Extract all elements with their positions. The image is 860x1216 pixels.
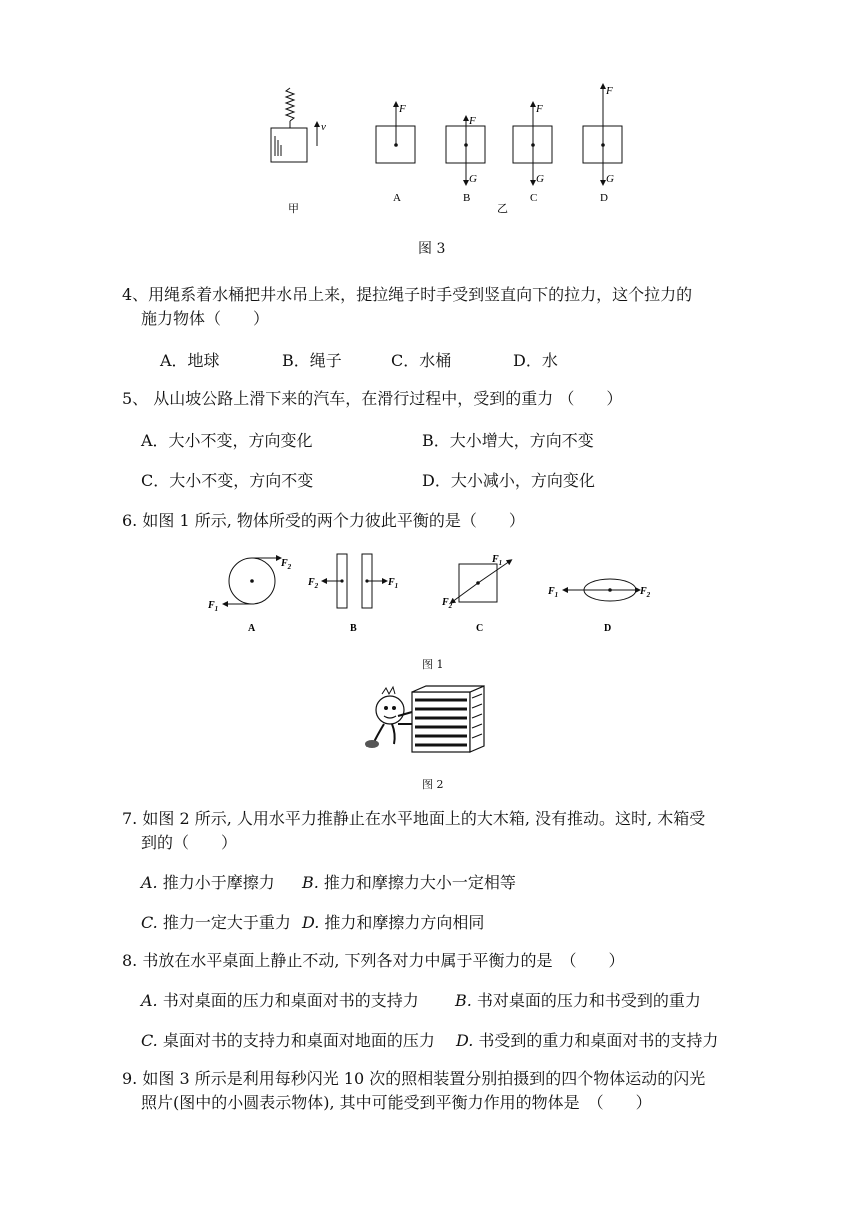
fig3-jia-bucket [271, 88, 307, 162]
fig1-c-f2-label: $F_2$ [442, 597, 453, 610]
fig3-a-f-label: F [399, 103, 406, 115]
fig1-caption: 图 1 [422, 658, 444, 671]
q8-option-a: A. 书对桌面的压力和桌面对书的支持力 [141, 991, 419, 1010]
fig2-caption: 图 2 [422, 778, 444, 791]
fig1-option-d: D [604, 623, 612, 634]
q4-stem-line1: 4、用绳系着水桶把井水吊上来，提拉绳子时手受到竖直向下的拉力，这个拉力的 [122, 285, 693, 304]
fig1-option-a: A [248, 623, 256, 634]
fig3-c-f-label: F [536, 103, 543, 115]
fig1-option-a-diagram [225, 558, 279, 604]
fig3-d-g-label: G [606, 173, 614, 185]
q7-option-a: A. 推力小于摩擦力 [141, 873, 275, 892]
q4-option-a: A．地球 [160, 351, 220, 370]
fig1-c-f1-label: $F_1$ [492, 554, 503, 567]
q7-option-d: D. 推力和摩擦力方向相同 [302, 913, 485, 932]
fig1-a-f2-label: $F_2$ [281, 558, 292, 571]
fig1-d-f1-label: $F_1$ [548, 586, 559, 599]
q7-option-c: C. 推力一定大于重力 [141, 913, 291, 932]
fig1-b-f2-label: $F_2$ [308, 577, 319, 590]
q8-stem: 8. 书放在水平桌面上静止不动, 下列各对力中属于平衡力的是 （ ） [122, 951, 625, 970]
fig3-option-b: B [463, 192, 471, 204]
q5-option-c: C．大小不变，方向不变 [141, 471, 314, 490]
fig3-b-g-label: G [469, 173, 477, 185]
q5-option-a: A．大小不变，方向变化 [141, 431, 313, 450]
fig3-v-label: v [321, 121, 326, 133]
fig1-option-d-diagram [565, 579, 638, 601]
fig3-option-d: D [600, 192, 608, 204]
fig1-option-c: C [476, 623, 484, 634]
fig3-d-f-label: F [606, 85, 613, 97]
fig3-b-f-label: F [469, 115, 476, 127]
fig1-option-b-diagram [324, 554, 385, 608]
fig3-c-g-label: G [536, 173, 544, 185]
fig1-option-b: B [350, 623, 357, 634]
fig3-option-c: C [530, 192, 538, 204]
q4-option-c: C．水桶 [391, 351, 452, 370]
fig1-b-f1-label: $F_1$ [388, 577, 399, 590]
q7-stem-line1: 7. 如图 2 所示, 人用水平力推静止在水平地面上的大木箱, 没有推动。这时, 木箱受 [122, 809, 706, 828]
fig1-d-f2-label: $F_2$ [640, 586, 651, 599]
q8-option-c: C. 桌面对书的支持力和桌面对地面的压力 [141, 1031, 435, 1050]
q6-stem: 6. 如图 1 所示, 物体所受的两个力彼此平衡的是（ ） [122, 511, 525, 530]
q5-option-d: D．大小减小，方向变化 [422, 471, 595, 490]
fig3-jia-label: 甲 [288, 203, 299, 215]
fig3-yi-label: 乙 [497, 203, 508, 215]
q5-stem: 5、 从山坡公路上滑下来的汽车，在滑行过程中，受到的重力 （ ） [122, 389, 623, 408]
q4-stem-line2: 施力物体（ ） [141, 309, 270, 328]
q7-option-b: B. 推力和摩擦力大小一定相等 [302, 873, 516, 892]
fig1-option-c-diagram [452, 561, 510, 602]
fig2-person [365, 687, 412, 748]
q7-stem-line2: 到的（ ） [141, 833, 238, 852]
fig3-option-a: A [393, 192, 401, 204]
figure-1 [0, 540, 860, 640]
q4-option-d: D．水 [513, 351, 558, 370]
q9-stem-line2: 照片(图中的小圆表示物体), 其中可能受到平衡力作用的物体是 （ ） [141, 1093, 652, 1112]
q8-option-d: D. 书受到的重力和桌面对书的支持力 [456, 1031, 719, 1050]
q9-stem-line1: 9. 如图 3 所示是利用每秒闪光 10 次的照相装置分别拍摄到的四个物体运动的闪光 [122, 1069, 706, 1088]
q8-option-b: B. 书对桌面的压力和书受到的重力 [455, 991, 701, 1010]
figure-2 [360, 680, 500, 760]
figure-3 [0, 0, 860, 270]
q5-option-b: B．大小增大，方向不变 [422, 431, 594, 450]
q4-option-b: B．绳子 [282, 351, 342, 370]
fig3-caption: 图 3 [418, 241, 446, 257]
fig1-a-f1-label: $F_1$ [208, 600, 219, 613]
